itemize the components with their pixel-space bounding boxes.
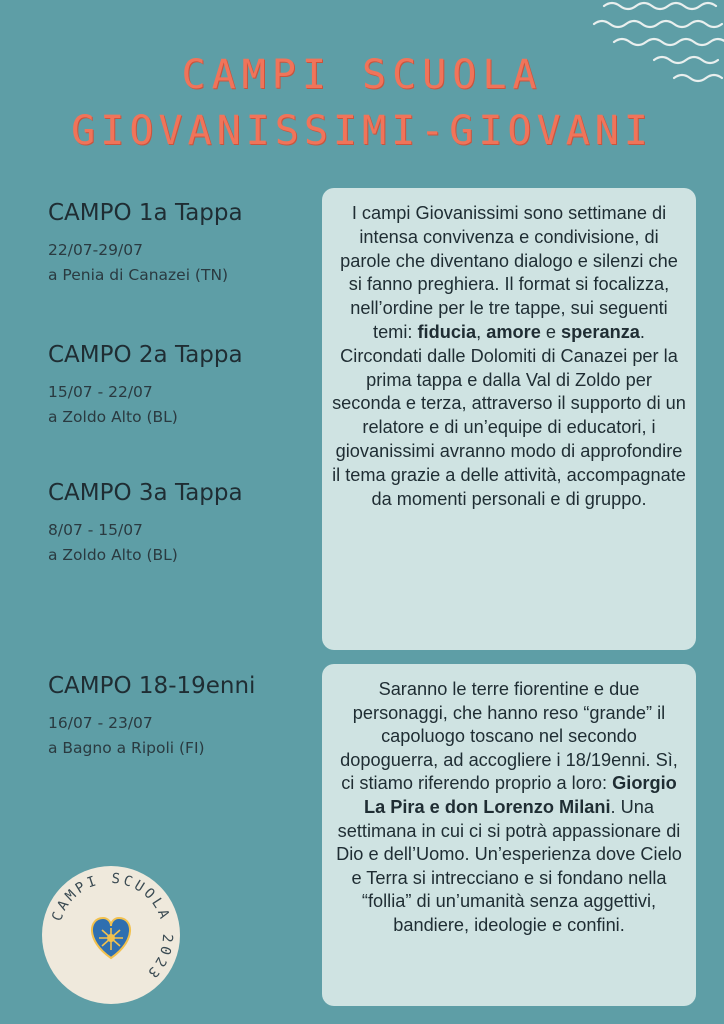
badge-text: CAMPI SCUOLA 2023	[49, 870, 176, 983]
camp-1	[48, 200, 243, 288]
camp-place: a Penia di Canazei (TN)	[48, 266, 229, 284]
campi-scuola-badge	[42, 866, 180, 1004]
camp-2	[48, 342, 243, 430]
camp-place: a Zoldo Alto (BL)	[48, 408, 178, 426]
giovanissimi-description-box	[322, 188, 696, 650]
camp-dates: 16/07 - 23/07	[48, 714, 153, 732]
description-text: . Una settimana in cui ci si potrà appassionare di Dio e dell’Uomo. Un’esperienza dove Cielo e Terra si intrecciano e si fondano nella “follia” di un’umanità senza aggettivi, bandiere, ideologie e confini.	[336, 796, 682, 935]
camp-dates: 8/07 - 15/07	[48, 521, 143, 539]
description-text: I campi Giovanissimi sono settimane di intensa convivenza e condivisione, di parole che diventano dialogo e silenzi che si fanno preghiera. Il format si focalizza, nell’ordine per le tre tappe, sui seguenti temi:	[340, 203, 678, 342]
camp-place: a Zoldo Alto (BL)	[48, 546, 178, 564]
separator: ,	[476, 321, 487, 342]
camp-4	[48, 673, 255, 761]
theme-speranza: speranza	[561, 321, 640, 342]
separator: e	[540, 321, 562, 342]
camp-title: CAMPO 18-19enni	[48, 673, 256, 699]
camp-3	[48, 480, 243, 568]
page-title-line-1: CAMPI SCUOLA	[181, 52, 543, 98]
theme-amore: amore	[486, 321, 541, 342]
camp-dates: 22/07-29/07	[48, 241, 143, 259]
description-text: Saranno le terre fiorentine e due personaggi, che hanno reso “grande” il capoluogo toscano nel secondo dopoguerra, ad accogliere i 18/19enni. Sì, ci stiamo riferendo proprio a loro:	[340, 679, 678, 794]
description-text: . Circondati dalle Dolomiti di Canazei per la prima tappa e dalla Val di Zoldo per seconda e terza, attraverso il supporto di un relatore e di un’equipe di educatori, i giovanissimi avranno modo di approfondire il tema grazie a delle attività, accompagnate da momenti personali e di gruppo.	[332, 321, 686, 509]
camp-place: a Bagno a Ripoli (FI)	[48, 739, 205, 757]
camp-dates: 15/07 - 22/07	[48, 383, 153, 401]
camp-title: CAMPO 1a Tappa	[48, 200, 243, 226]
camp-title: CAMPO 3a Tappa	[48, 480, 243, 506]
theme-fiducia: fiducia	[417, 321, 477, 342]
heart-icon	[92, 918, 130, 958]
featured-names: Giorgio La Pira e don Lorenzo Milani	[363, 773, 677, 817]
giovani-description-box	[322, 664, 696, 1006]
camp-title: CAMPO 2a Tappa	[48, 342, 243, 368]
page-title-line-2: GIOVANISSIMI-GIOVANI	[71, 108, 653, 154]
